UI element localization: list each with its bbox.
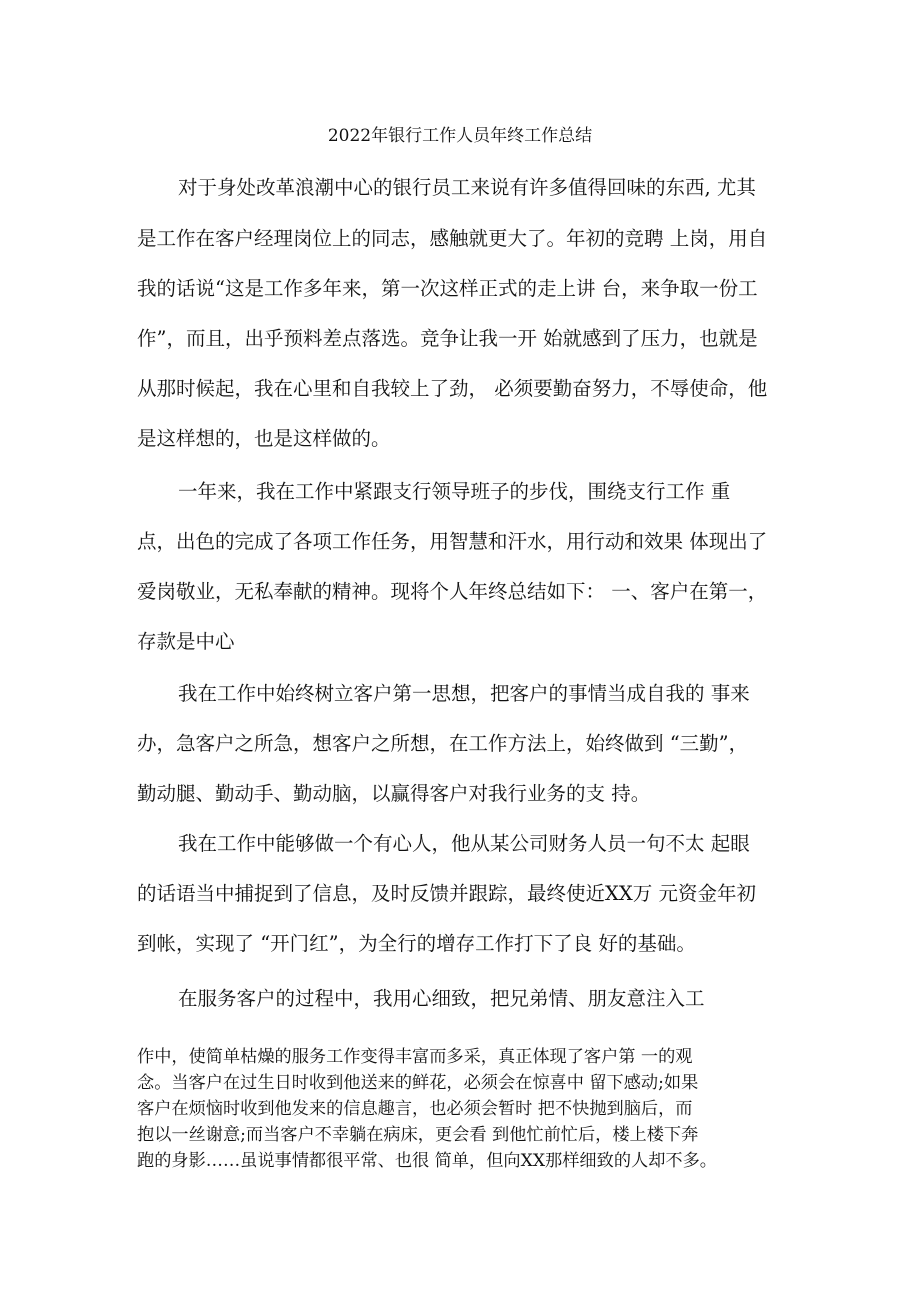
- paragraph-1-line-6: 是这样想的，也是这样做的。: [137, 427, 391, 450]
- paragraph-1-line-5: 从那时候起，我在心里和自我较上了劲， 必须要勤奋努力，不辱使命，他: [137, 377, 768, 400]
- paragraph-4-line-2: 的话语当中捕捉到了信息，及时反馈并跟踪，最终使近XX万 元资金年初: [137, 882, 756, 905]
- paragraph-3-line-2: 办，急客户之所急，想客户之所想，在工作方法上，始终做到 “三勤”，: [137, 732, 749, 755]
- paragraph-6-line-2: 念。当客户在过生日时收到他送来的鲜花，必须会在惊喜中 留下感动;如果: [137, 1073, 699, 1093]
- paragraph-1-line-3: 我的话说“这是工作多年来，第一次这样正式的走上讲 台，来争取一份工: [137, 277, 758, 300]
- paragraph-3-line-3: 勤动腿、勤动手、勤动脑，以赢得客户对我行业务的支 持。: [137, 782, 651, 805]
- paragraph-6-line-3: 客户在烦恼时收到他发来的信息趣言，也必须会暂时 把不快抛到脑后，而: [137, 1099, 693, 1119]
- paragraph-1-line-4: 作”，而且，出乎预料差点落选。竞争让我一开 始就感到了压力，也就是: [137, 327, 758, 350]
- paragraph-4-line-1: 我在工作中能够做一个有心人，他从某公司财务人员一句不太 起眼: [178, 832, 750, 855]
- paragraph-3-line-1: 我在工作中始终树立客户第一思想，把客户的事情当成自我的 事来: [178, 682, 750, 705]
- paragraph-1-line-1: 对于身处改革浪潮中心的银行员工来说有许多值得回味的东西, 尤其: [178, 176, 756, 199]
- paragraph-2-line-2: 点，出色的完成了各项工作任务，用智慧和汗水，用行动和效果 体现出了: [137, 530, 768, 553]
- document-title: 2022年银行工作人员年终工作总结: [327, 126, 593, 146]
- paragraph-5-line-1: 在服务客户的过程中，我用心细致，把兄弟情、朋友意注入工: [178, 987, 705, 1010]
- paragraph-1-line-2: 是工作在客户经理岗位上的同志，感触就更大了。年初的竞聘 上岗，用自: [137, 227, 768, 250]
- paragraph-6-line-1: 作中，使简单枯燥的服务工作变得丰富而多采，真正体现了客户第 一的观: [137, 1047, 693, 1067]
- paragraph-2-line-4: 存款是中心: [137, 630, 235, 653]
- paragraph-4-line-3: 到帐，实现了 “开门红”，为全行的增存工作打下了良 好的基础。: [137, 932, 696, 955]
- paragraph-6-line-5: 跑的身影……虽说事情都很平常、也很 简单，但向XX那样细致的人却不多。: [137, 1151, 717, 1171]
- paragraph-2-line-3: 爱岗敬业，无私奉献的精神。现将个人年终总结如下： 一、客户在第一，: [137, 580, 768, 603]
- paragraph-6-line-4: 抱以一丝谢意;而当客户不幸躺在病床，更会看 到他忙前忙后，楼上楼下奔: [137, 1125, 699, 1145]
- paragraph-2-line-1: 一年来，我在工作中紧跟支行领导班子的步伐，围绕支行工作 重: [178, 480, 731, 503]
